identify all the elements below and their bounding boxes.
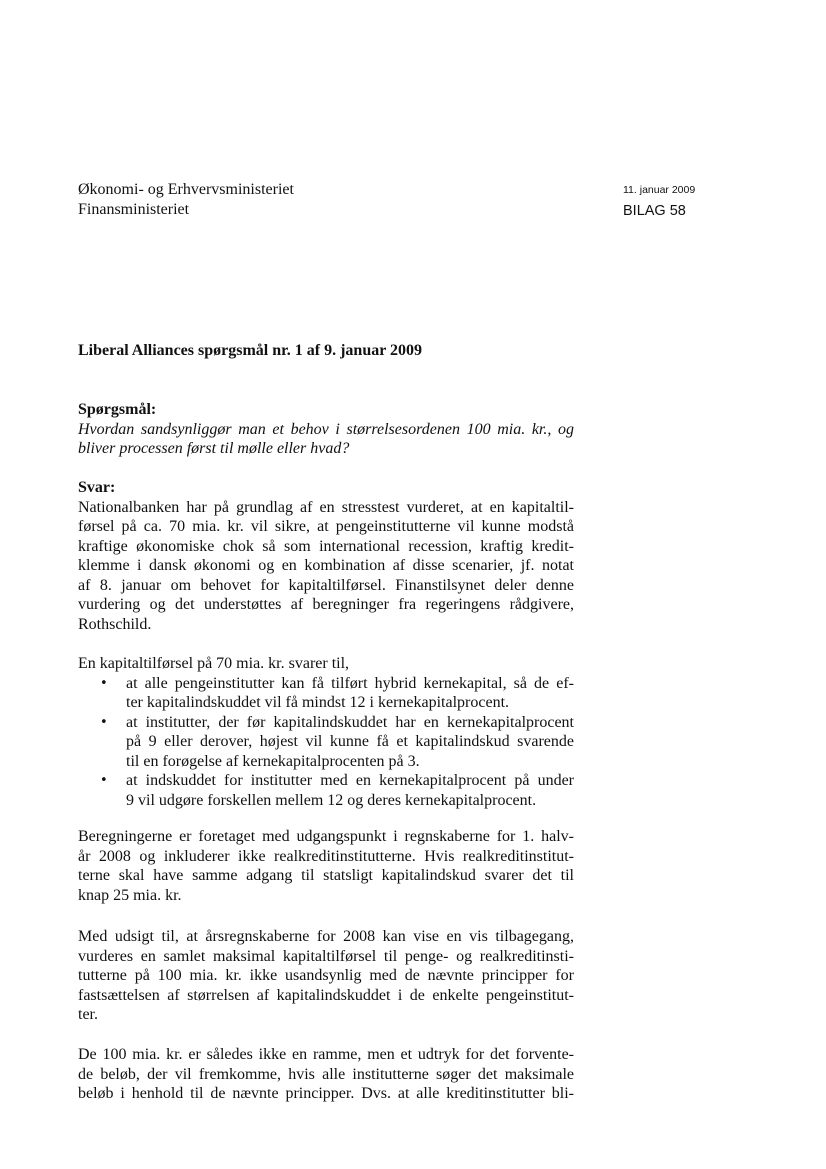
answer-section [78, 478, 574, 634]
list-item-line: at indskuddet for institutter med en kernekapitalprocent på under [126, 772, 574, 789]
answer-paragraph-4 [78, 927, 574, 1025]
document-title: Liberal Alliances spørgsmål nr. 1 af 9. januar 2009 [78, 342, 423, 359]
paragraph-line: tutterne på 100 mia. kr. ikke usandsynlig med de nævnte principper for [78, 967, 574, 984]
sender-ministry-2: Finansministeriet [78, 201, 190, 218]
sender-block [78, 180, 294, 220]
question-line: Hvordan sandsynliggør man et behov i størrelsesordenen 100 mia. kr., og [78, 420, 574, 438]
paragraph-line: år 2008 og inkluderer ikke realkreditinstitutterne. Hvis realkreditinstitut- [78, 847, 574, 865]
question-heading: Spørgsmål: [78, 401, 157, 418]
question-text [78, 420, 574, 459]
document-meta [623, 183, 695, 220]
list-item [78, 713, 574, 772]
bilag-number: BILAG 58 [623, 203, 686, 219]
sender-ministry-1: Økonomi- og Erhvervsministeriet [78, 181, 294, 198]
paragraph-line: terne skal have samme adgang til statsligt kapitalindskud svarer det til [78, 867, 574, 884]
question-line: bliver processen først til mølle eller hvad? [78, 440, 350, 457]
paragraph-line: Med udsigt til, at årsregnskaberne for 2008 kan vise en vis tilbagegang, [78, 928, 574, 945]
paragraph-line: de beløb, der vil fremkomme, hvis alle institutterne søger det maksimale [78, 1065, 574, 1083]
paragraph-line: De 100 mia. kr. er således ikke en ramme, men et udtryk for det forvente- [78, 1046, 574, 1063]
list-item [78, 674, 574, 713]
bullet-list [78, 674, 574, 811]
paragraph-line: af 8. januar om behovet for kapitaltilførsel. Finanstilsynet deler denne [78, 576, 574, 594]
list-item-line: til en forøgelse af kernekapitalprocenten på 3. [126, 752, 420, 770]
bullet-marker: • [100, 714, 108, 730]
paragraph-line: knap 25 mia. kr. [78, 886, 182, 904]
answer-paragraph-1 [78, 498, 574, 635]
list-item-line: på 9 eller derover, højest vil kunne få et kapitalindskud svarende [126, 733, 574, 750]
answer-paragraph-5 [78, 1045, 574, 1104]
list-item-line: ter kapitalindskuddet vil få mindst 12 i kernekapitalprocent. [126, 694, 510, 711]
document-date: 11. januar 2009 [623, 184, 696, 196]
paragraph-intro: En kapitaltilførsel på 70 mia. kr. svarer til, [78, 655, 350, 672]
answer-heading: Svar: [78, 479, 116, 496]
list-item [78, 771, 574, 810]
paragraph-line: fastsættelsen af størrelsen af kapitalindskuddet i de enkelte pengeinstitut- [78, 986, 574, 1004]
paragraph-line: beløb i henhold til de nævnte principper. Dvs. at alle kreditinstitutter bli- [78, 1085, 574, 1102]
list-item-line: at alle pengeinstitutter kan få tilført hybrid kernekapital, så de ef- [126, 674, 574, 692]
paragraph-line: kraftige økonomiske chok så som international recession, kraftig kredit- [78, 537, 574, 555]
question-section [78, 400, 574, 459]
paragraph-line: førsel på ca. 70 mia. kr. vil sikre, at pengeinstitutterne vil kunne modstå [78, 518, 574, 535]
paragraph-line: Beregningerne er foretaget med udgangspunkt i regnskaberne for 1. halv- [78, 828, 574, 845]
list-item-line: 9 vil udgøre forskellen mellem 12 og deres kernekapitalprocent. [126, 791, 537, 809]
paragraph-line: klemme i dansk økonomi og en kombination af disse scenarier, jf. notat [78, 557, 574, 574]
paragraph-line: Rothschild. [78, 615, 152, 633]
paragraph-line: vurdering og det understøttes af beregninger fra regeringens rådgivere, [78, 596, 574, 613]
answer-paragraph-3 [78, 827, 574, 905]
bullet-marker: • [100, 773, 108, 788]
list-item-line: at institutter, der før kapitalindskuddet har en kernekapitalprocent [126, 713, 574, 731]
answer-paragraph-2 [78, 654, 574, 810]
paragraph-line: vurderes en samlet maksimal kapitaltilførsel til penge- og realkreditinsti- [78, 947, 574, 965]
bullet-marker: • [100, 675, 108, 691]
paragraph-line: ter. [78, 1006, 98, 1023]
paragraph-line: Nationalbanken har på grundlag af en stresstest vurderet, at en kapitaltil- [78, 498, 574, 516]
